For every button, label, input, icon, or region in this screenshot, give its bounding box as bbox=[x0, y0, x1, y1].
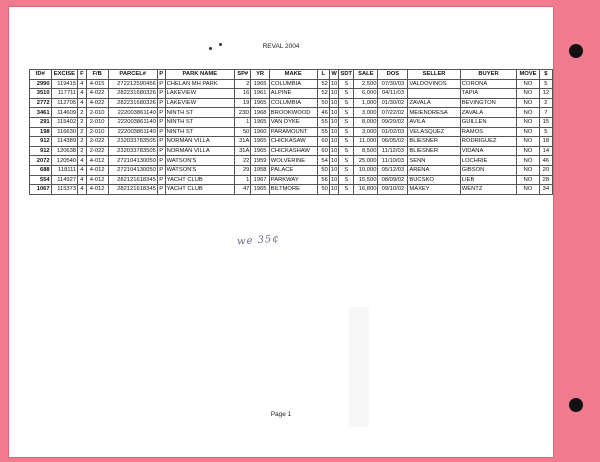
table-cell: 120540 bbox=[51, 156, 77, 166]
table-cell: 4 bbox=[78, 175, 87, 185]
table-cell: 1965 bbox=[251, 137, 269, 147]
table-cell: 1958 bbox=[251, 165, 269, 175]
table-cell: 3510 bbox=[30, 89, 52, 99]
table-cell: 11/12/03 bbox=[378, 146, 408, 156]
table-cell: 2 bbox=[78, 108, 87, 118]
table-cell: CHELAN MH PARK bbox=[165, 79, 234, 89]
table-cell: 232033783505 bbox=[108, 137, 157, 147]
table-row bbox=[30, 127, 553, 137]
table-cell: P bbox=[159, 186, 164, 193]
column-header: PARCEL# bbox=[108, 70, 157, 80]
table-cell: 28 bbox=[539, 175, 552, 185]
table-cell: 114389 bbox=[51, 137, 77, 147]
table-cell: 10 bbox=[330, 138, 338, 145]
table-cell: 6,000 bbox=[354, 89, 378, 99]
table-cell: 112705 bbox=[51, 98, 77, 108]
table-cell: 55 bbox=[317, 117, 329, 127]
table-cell: LAKEVIEW bbox=[165, 98, 234, 108]
table-cell: 10 bbox=[330, 148, 338, 155]
table-cell: 2 bbox=[234, 79, 250, 89]
table-cell: BEVINGTON bbox=[460, 98, 517, 108]
table-cell: 4 bbox=[78, 79, 87, 89]
table-cell: 1965 bbox=[251, 117, 269, 127]
table-cell: S bbox=[339, 98, 354, 108]
column-header: BUYER bbox=[460, 70, 517, 80]
table-cell: RAMOS bbox=[460, 127, 517, 137]
table-cell: 31A bbox=[234, 146, 250, 156]
table-cell: S bbox=[339, 108, 354, 118]
table-cell: CHICKASAW bbox=[269, 137, 317, 147]
table-cell: NO bbox=[517, 89, 539, 99]
table-row bbox=[30, 137, 553, 147]
table-cell: 22 bbox=[234, 156, 250, 166]
table-cell: S bbox=[339, 165, 354, 175]
table-cell: 18 bbox=[539, 137, 552, 147]
table-cell: 09/10/02 bbox=[378, 185, 408, 195]
table-cell: 120638 bbox=[51, 146, 77, 156]
table-cell: 04/11/03 bbox=[378, 89, 408, 99]
document-page bbox=[8, 6, 554, 458]
table-cell: SENN bbox=[408, 156, 460, 166]
table-cell: 50 bbox=[317, 98, 329, 108]
table-cell: 54 bbox=[317, 156, 329, 166]
table-cell: 4-012 bbox=[86, 165, 108, 175]
binder-hole-bottom bbox=[569, 398, 583, 412]
binder-hole-top bbox=[569, 44, 583, 58]
table-cell: S bbox=[339, 137, 354, 147]
table-cell: NO bbox=[517, 127, 539, 137]
table-cell: P bbox=[159, 80, 164, 87]
table-cell: 114609 bbox=[51, 108, 77, 118]
column-header: P bbox=[159, 71, 164, 78]
table-cell: 10 bbox=[330, 128, 338, 135]
table-cell: WATSON'S bbox=[165, 156, 234, 166]
table-cell: 10,000 bbox=[354, 165, 378, 175]
table-cell: MEIENDRESA bbox=[408, 108, 460, 118]
table-cell: S bbox=[339, 117, 354, 127]
table-cell: 50 bbox=[317, 185, 329, 195]
table-cell: 1968 bbox=[251, 108, 269, 118]
table-cell: 10 bbox=[330, 109, 338, 116]
table-cell: 07/30/03 bbox=[378, 79, 408, 89]
table-cell: S bbox=[339, 185, 354, 195]
table-cell: 2 bbox=[78, 146, 87, 156]
table-cell: 50 bbox=[234, 127, 250, 137]
table-cell: WATSON'S bbox=[165, 165, 234, 175]
table-cell: NO bbox=[517, 98, 539, 108]
table-cell: ZAVALA bbox=[408, 98, 460, 108]
table-cell: 4-012 bbox=[86, 156, 108, 166]
table-cell: 291 bbox=[30, 117, 52, 127]
table-cell: 3,000 bbox=[354, 108, 378, 118]
table-cell: NORMAN VILLA bbox=[165, 146, 234, 156]
table-cell: 282231680326 bbox=[108, 89, 157, 99]
column-header: $ bbox=[539, 70, 552, 80]
table-cell: 4-012 bbox=[86, 185, 108, 195]
table-cell: 10 bbox=[330, 167, 338, 174]
table-cell: P bbox=[159, 167, 164, 174]
table-row bbox=[30, 79, 553, 89]
column-header: F bbox=[78, 70, 87, 80]
column-header: SDT bbox=[340, 71, 353, 78]
table-cell: 46 bbox=[539, 156, 552, 166]
column-header: MOVE bbox=[517, 70, 539, 80]
column-header: ID# bbox=[30, 70, 52, 80]
table-cell: 2990 bbox=[30, 79, 52, 89]
table-cell: 222003861140 bbox=[108, 117, 157, 127]
table-cell: 16 bbox=[234, 89, 250, 99]
table-cell: 2 bbox=[78, 117, 87, 127]
table-cell: 52 bbox=[317, 79, 329, 89]
table-cell: 2-022 bbox=[86, 137, 108, 147]
table-cell: 55 bbox=[317, 127, 329, 137]
table-cell: NO bbox=[517, 165, 539, 175]
table-cell: GIBSON bbox=[460, 165, 517, 175]
table-cell: 20 bbox=[539, 165, 552, 175]
table-cell: 2 bbox=[78, 127, 87, 137]
table-cell: 10 bbox=[330, 186, 338, 193]
table-cell: CHICKASHAW bbox=[269, 146, 317, 156]
table-cell: YACHT CLUB bbox=[165, 185, 234, 195]
table-cell: 4-022 bbox=[86, 98, 108, 108]
table-cell: 52 bbox=[317, 89, 329, 99]
table-cell bbox=[408, 89, 460, 99]
table-cell: 60 bbox=[317, 137, 329, 147]
table-cell: 117711 bbox=[51, 89, 77, 99]
table-cell: NO bbox=[517, 117, 539, 127]
table-cell: BILTMORE bbox=[269, 185, 317, 195]
scan-speck bbox=[219, 43, 222, 46]
table-cell: ALPINE bbox=[269, 89, 317, 99]
table-cell: 15 bbox=[539, 117, 552, 127]
table-cell: 5 bbox=[539, 79, 552, 89]
table-cell: 11/10/03 bbox=[378, 156, 408, 166]
column-header: L bbox=[317, 70, 329, 80]
table-cell: COLUMBIA bbox=[269, 98, 317, 108]
table-cell: 116630 bbox=[51, 127, 77, 137]
table-cell: VELASQUEZ bbox=[408, 127, 460, 137]
handwritten-note: we 35¢ bbox=[236, 233, 281, 248]
column-header: F/B bbox=[86, 70, 108, 80]
column-header: SP# bbox=[234, 70, 250, 80]
table-cell: P bbox=[159, 157, 164, 164]
column-header: YR bbox=[251, 70, 269, 80]
table-cell: S bbox=[339, 89, 354, 99]
table-row bbox=[30, 156, 553, 166]
table-cell: 10 bbox=[330, 100, 338, 107]
table-cell: P bbox=[159, 100, 164, 107]
table-cell: P bbox=[159, 109, 164, 116]
table-cell: BLIESNER bbox=[408, 146, 460, 156]
table-cell: LOCHRIE bbox=[460, 156, 517, 166]
table-cell: 2-010 bbox=[86, 108, 108, 118]
table-row bbox=[30, 98, 553, 108]
column-header: EXCISE bbox=[51, 70, 77, 80]
table-row bbox=[30, 108, 553, 118]
table-cell: VAN DYKE bbox=[269, 117, 317, 127]
table-cell: 10 bbox=[330, 119, 338, 126]
table-cell: 10 bbox=[330, 90, 338, 97]
table-cell: 29 bbox=[234, 165, 250, 175]
table-cell: 31A bbox=[234, 137, 250, 147]
table-header-row bbox=[30, 70, 553, 80]
table-cell: P bbox=[159, 119, 164, 126]
table-cell: 47 bbox=[234, 185, 250, 195]
table-cell: 8,000 bbox=[354, 117, 378, 127]
table-cell: 10 bbox=[330, 176, 338, 183]
table-cell: 1965 bbox=[251, 185, 269, 195]
table-cell: 272104130050 bbox=[108, 165, 157, 175]
table-cell: 1067 bbox=[30, 185, 52, 195]
table-cell: 01/02/03 bbox=[378, 127, 408, 137]
table-cell: PALACE bbox=[269, 165, 317, 175]
table-cell: 56 bbox=[317, 175, 329, 185]
table-cell: BLIESNER bbox=[408, 137, 460, 147]
report-title: REVAL 2004 bbox=[262, 43, 300, 50]
table-cell: 2072 bbox=[30, 156, 52, 166]
table-row bbox=[30, 89, 553, 99]
table-cell: NINTH ST bbox=[165, 108, 234, 118]
table-cell: 4 bbox=[78, 165, 87, 175]
table-cell: 4 bbox=[78, 89, 87, 99]
table-cell: 14 bbox=[539, 146, 552, 156]
table-cell: 2772 bbox=[30, 98, 52, 108]
table-cell: TAPIA bbox=[460, 89, 517, 99]
table-cell: 23D bbox=[234, 108, 250, 118]
table-cell: 115373 bbox=[51, 185, 77, 195]
table-row bbox=[30, 185, 553, 195]
table-row bbox=[30, 146, 553, 156]
table-cell: P bbox=[159, 148, 164, 155]
table-cell: 282121618345 bbox=[108, 185, 157, 195]
table-cell: 912 bbox=[30, 137, 52, 147]
table-cell: COLUMBIA bbox=[269, 79, 317, 89]
table-cell: 19 bbox=[234, 98, 250, 108]
table-cell: 114927 bbox=[51, 175, 77, 185]
table-row bbox=[30, 165, 553, 175]
table-cell: 119415 bbox=[51, 79, 77, 89]
table-cell: 01/30/02 bbox=[378, 98, 408, 108]
table-cell: 5 bbox=[539, 127, 552, 137]
table-cell: ZAVALA bbox=[460, 108, 517, 118]
table-cell: 60 bbox=[317, 146, 329, 156]
table-cell: 198 bbox=[30, 127, 52, 137]
table-cell: 16,800 bbox=[354, 185, 378, 195]
table-cell: WENTZ bbox=[460, 185, 517, 195]
table-cell: NINTH ST bbox=[165, 127, 234, 137]
table-cell: P bbox=[159, 90, 164, 97]
table-cell: 115402 bbox=[51, 117, 77, 127]
table-cell: 222003861140 bbox=[108, 127, 157, 137]
table-cell: 272212590456 bbox=[108, 79, 157, 89]
table-cell: 688 bbox=[30, 165, 52, 175]
table-cell: 4-015 bbox=[86, 79, 108, 89]
table-cell: NO bbox=[517, 156, 539, 166]
reval-table bbox=[29, 69, 553, 195]
table-cell: 12 bbox=[539, 89, 552, 99]
table-cell: 2,500 bbox=[354, 79, 378, 89]
table-cell: CORONA bbox=[460, 79, 517, 89]
table-cell: 09/20/02 bbox=[378, 117, 408, 127]
table-cell: 232033783505 bbox=[108, 146, 157, 156]
table-cell: BUCSKO bbox=[408, 175, 460, 185]
table-cell: 06/05/02 bbox=[378, 137, 408, 147]
table-cell: S bbox=[339, 146, 354, 156]
table-cell: 912 bbox=[30, 146, 52, 156]
table-cell: 25,000 bbox=[354, 156, 378, 166]
table-cell: S bbox=[339, 156, 354, 166]
column-header: DOS bbox=[378, 70, 408, 80]
table-cell: S bbox=[339, 175, 354, 185]
column-header: SELLER bbox=[408, 70, 460, 80]
column-header: PARK NAME bbox=[165, 70, 234, 80]
table-cell: 05/12/03 bbox=[378, 165, 408, 175]
table-cell: 10 bbox=[330, 157, 338, 164]
table-cell: 50 bbox=[317, 165, 329, 175]
table-row bbox=[30, 175, 553, 185]
table-cell: 3461 bbox=[30, 108, 52, 118]
table-cell: 1965 bbox=[251, 79, 269, 89]
table-cell: NO bbox=[517, 79, 539, 89]
table-cell: 282121618345 bbox=[108, 175, 157, 185]
table-cell: VIDANA bbox=[460, 146, 517, 156]
table-cell: BROOKWOOD bbox=[269, 108, 317, 118]
table-cell: 2 bbox=[539, 98, 552, 108]
table-cell: 1967 bbox=[251, 175, 269, 185]
table-cell: YACHT CLUB bbox=[165, 175, 234, 185]
table-cell: 2-010 bbox=[86, 127, 108, 137]
table-cell: GUILLEN bbox=[460, 117, 517, 127]
table-cell: 1 bbox=[234, 117, 250, 127]
table-cell: 3,000 bbox=[354, 127, 378, 137]
table-cell: 4 bbox=[78, 98, 87, 108]
column-header: W bbox=[331, 71, 337, 78]
table-cell: 46 bbox=[317, 108, 329, 118]
table-cell: 34 bbox=[539, 185, 552, 195]
table-cell: 15,500 bbox=[354, 175, 378, 185]
table-cell: P bbox=[159, 176, 164, 183]
table-row bbox=[30, 117, 553, 127]
table-cell: NINTH ST bbox=[165, 117, 234, 127]
table-cell: 08/09/02 bbox=[378, 175, 408, 185]
table-cell: 272104130050 bbox=[108, 156, 157, 166]
scan-streak bbox=[349, 307, 369, 427]
table-cell: 10 bbox=[330, 80, 338, 87]
table-cell: RODRIGUEZ bbox=[460, 137, 517, 147]
table-cell: ARENA bbox=[408, 165, 460, 175]
table-cell: 554 bbox=[30, 175, 52, 185]
table-cell: WOLVERINE bbox=[269, 156, 317, 166]
table-cell: LIEB bbox=[460, 175, 517, 185]
table-cell: P bbox=[159, 138, 164, 145]
table-cell: 7 bbox=[539, 108, 552, 118]
table-body bbox=[30, 79, 553, 194]
table-cell: 8,500 bbox=[354, 146, 378, 156]
scan-speck bbox=[209, 47, 212, 50]
table-cell: 11,000 bbox=[354, 137, 378, 147]
table-cell: NO bbox=[517, 146, 539, 156]
table-cell: 222003861140 bbox=[108, 108, 157, 118]
table-cell: P bbox=[159, 128, 164, 135]
page-footer: Page 1 bbox=[270, 411, 292, 418]
table-cell: 118111 bbox=[51, 165, 77, 175]
table-cell: 1961 bbox=[251, 89, 269, 99]
table-cell: 1965 bbox=[251, 98, 269, 108]
table-cell: 1965 bbox=[251, 146, 269, 156]
table-cell: PARKWAY bbox=[269, 175, 317, 185]
column-header: SALE bbox=[354, 70, 378, 80]
table-cell: NO bbox=[517, 175, 539, 185]
table-cell: NO bbox=[517, 108, 539, 118]
table-cell: 4 bbox=[78, 185, 87, 195]
table-cell: S bbox=[339, 127, 354, 137]
table-cell: 4-022 bbox=[86, 89, 108, 99]
table-cell: PARAMOUNT bbox=[269, 127, 317, 137]
table-cell: NORMAN VILLA bbox=[165, 137, 234, 147]
table-cell: NO bbox=[517, 137, 539, 147]
table-cell: NO bbox=[517, 185, 539, 195]
table-cell: LAKEVIEW bbox=[165, 89, 234, 99]
table-cell: 2-010 bbox=[86, 117, 108, 127]
column-header: MAKE bbox=[269, 70, 317, 80]
table-cell: VALDOVINOS bbox=[408, 79, 460, 89]
table-cell: 2-022 bbox=[86, 146, 108, 156]
table-cell: 1,000 bbox=[354, 98, 378, 108]
table-cell: 1960 bbox=[251, 127, 269, 137]
table-cell: 07/22/02 bbox=[378, 108, 408, 118]
table-cell: S bbox=[339, 79, 354, 89]
table-cell: MAXEY bbox=[408, 185, 460, 195]
table-cell: AVILA bbox=[408, 117, 460, 127]
table-cell: 2 bbox=[78, 137, 87, 147]
table-cell: 282231680326 bbox=[108, 98, 157, 108]
table-cell: 1959 bbox=[251, 156, 269, 166]
table-cell: 4 bbox=[78, 156, 87, 166]
table-cell: 4-012 bbox=[86, 175, 108, 185]
table-cell: 1 bbox=[234, 175, 250, 185]
